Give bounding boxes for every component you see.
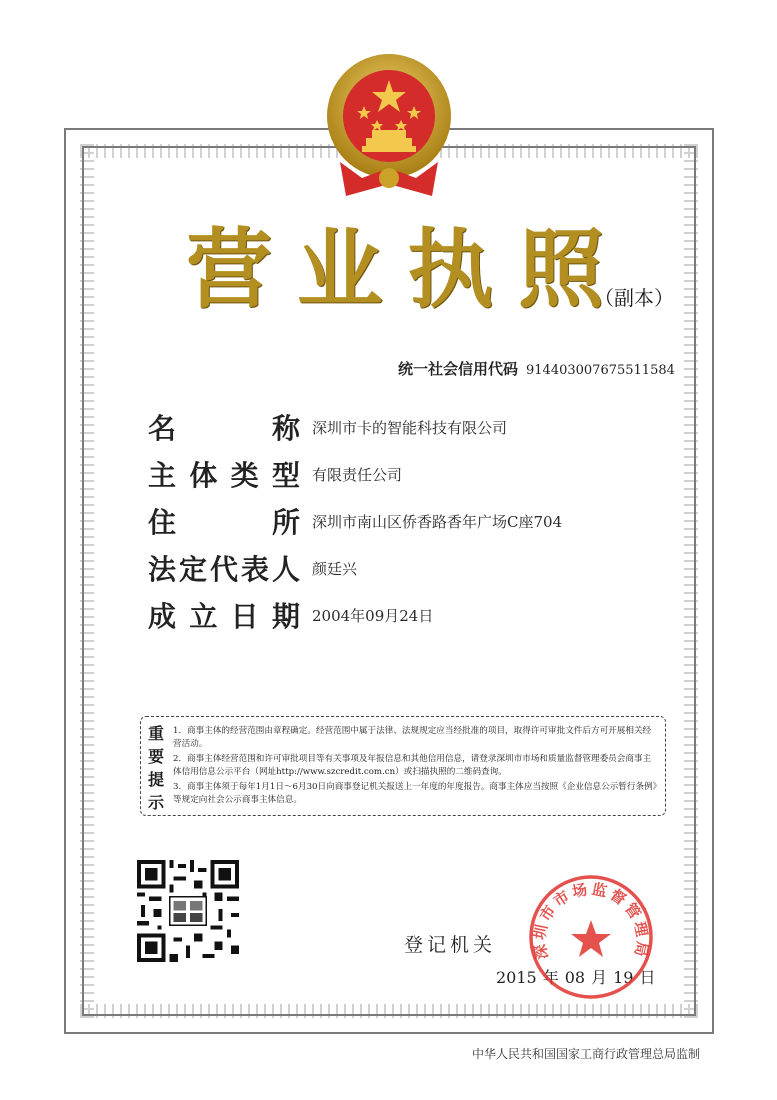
label-char: 立 <box>189 600 218 633</box>
label-char: 定 <box>178 553 207 586</box>
reg-year: 2015 <box>496 968 537 987</box>
credit-code-line <box>398 358 675 379</box>
reg-month-suffix: 月 <box>591 968 608 987</box>
notice-item: 3．商事主体须于每年1月1日～6月30日向商事登记机关报送上一年度的年度报告。商事主体应当按照《企业信息公示暂行条例》等规定向社会公示商事主体信息。 <box>173 782 657 805</box>
legal-rep-value: 颜廷兴 <box>312 559 358 578</box>
label-char: 体 <box>189 459 218 492</box>
established-date-value: 2004年09月24日 <box>312 606 434 625</box>
qr-code-icon[interactable] <box>137 860 239 962</box>
label-char: 主 <box>148 459 177 492</box>
field-label <box>148 548 300 588</box>
field-legal-rep <box>148 549 357 587</box>
national-emblem-icon <box>322 50 456 200</box>
registrar-label: 登记机关 <box>404 934 497 956</box>
notice-heading-char: 重 <box>147 724 164 743</box>
field-entity-type <box>148 455 402 493</box>
notice-body <box>171 717 665 815</box>
field-label <box>148 454 300 494</box>
field-label <box>148 407 300 447</box>
field-label <box>148 501 300 541</box>
label-char: 人 <box>271 553 300 586</box>
field-label <box>148 595 300 635</box>
notice-item: 2．商事主体经营范围和许可审批项目等有关事项及年报信息和其他信用信息，请登录深圳市市场和质量监督管理委员会商事主体信用信息公示平台（网址http://www.szcredit.com.cn）或扫描执照的二维码查询。 <box>173 754 652 777</box>
official-seal-icon <box>526 872 656 1002</box>
title-char: 执 <box>407 220 496 320</box>
label-char: 表 <box>240 553 269 586</box>
title-char: 照 <box>517 220 606 320</box>
label-char: 类 <box>230 459 259 492</box>
address-value: 深圳市南山区侨香路香年广场C座704 <box>312 512 563 531</box>
field-established-date <box>148 596 433 634</box>
important-notice-box <box>140 716 666 816</box>
notice-heading-char: 要 <box>147 747 164 766</box>
label-char: 所 <box>271 506 300 539</box>
field-name <box>148 408 507 446</box>
label-char: 称 <box>271 412 300 445</box>
company-name-value: 深圳市卡的智能科技有限公司 <box>312 418 508 437</box>
title-char: 业 <box>296 220 385 320</box>
copy-label: （副本） <box>594 286 674 310</box>
label-char: 名 <box>148 412 177 445</box>
reg-year-suffix: 年 <box>542 968 559 987</box>
label-char: 日 <box>230 600 259 633</box>
label-char: 住 <box>148 506 177 539</box>
label-char: 成 <box>148 600 177 633</box>
label-char: 型 <box>271 459 300 492</box>
svg-text:深圳市市场监督管理局: 深圳市市场监督管理局 <box>530 879 652 961</box>
license-title <box>186 212 606 320</box>
credit-code-label: 统一社会信用代码 <box>398 360 519 378</box>
reg-day: 19 <box>613 968 634 987</box>
title-char: 营 <box>186 220 274 320</box>
footer-supervision: 中华人民共和国国家工商行政管理总局监制 <box>472 1047 701 1061</box>
notice-heading-char: 提 <box>147 770 164 789</box>
label-char: 代 <box>209 553 238 586</box>
label-char: 期 <box>271 600 300 633</box>
field-address <box>148 502 562 540</box>
notice-heading-char: 示 <box>147 793 164 812</box>
reg-month: 08 <box>564 968 586 987</box>
notice-heading <box>141 717 171 815</box>
reg-day-suffix: 日 <box>639 968 656 987</box>
credit-code-value: 914403007675511584 <box>526 363 675 378</box>
label-char: 法 <box>148 553 177 586</box>
entity-type-value: 有限责任公司 <box>312 465 403 484</box>
notice-item: 1．商事主体的经营范围由章程确定。经营范围中属于法律、法规规定应当经批准的项目，取得许可审批文件后方可开展相关经营活动。 <box>173 726 652 749</box>
